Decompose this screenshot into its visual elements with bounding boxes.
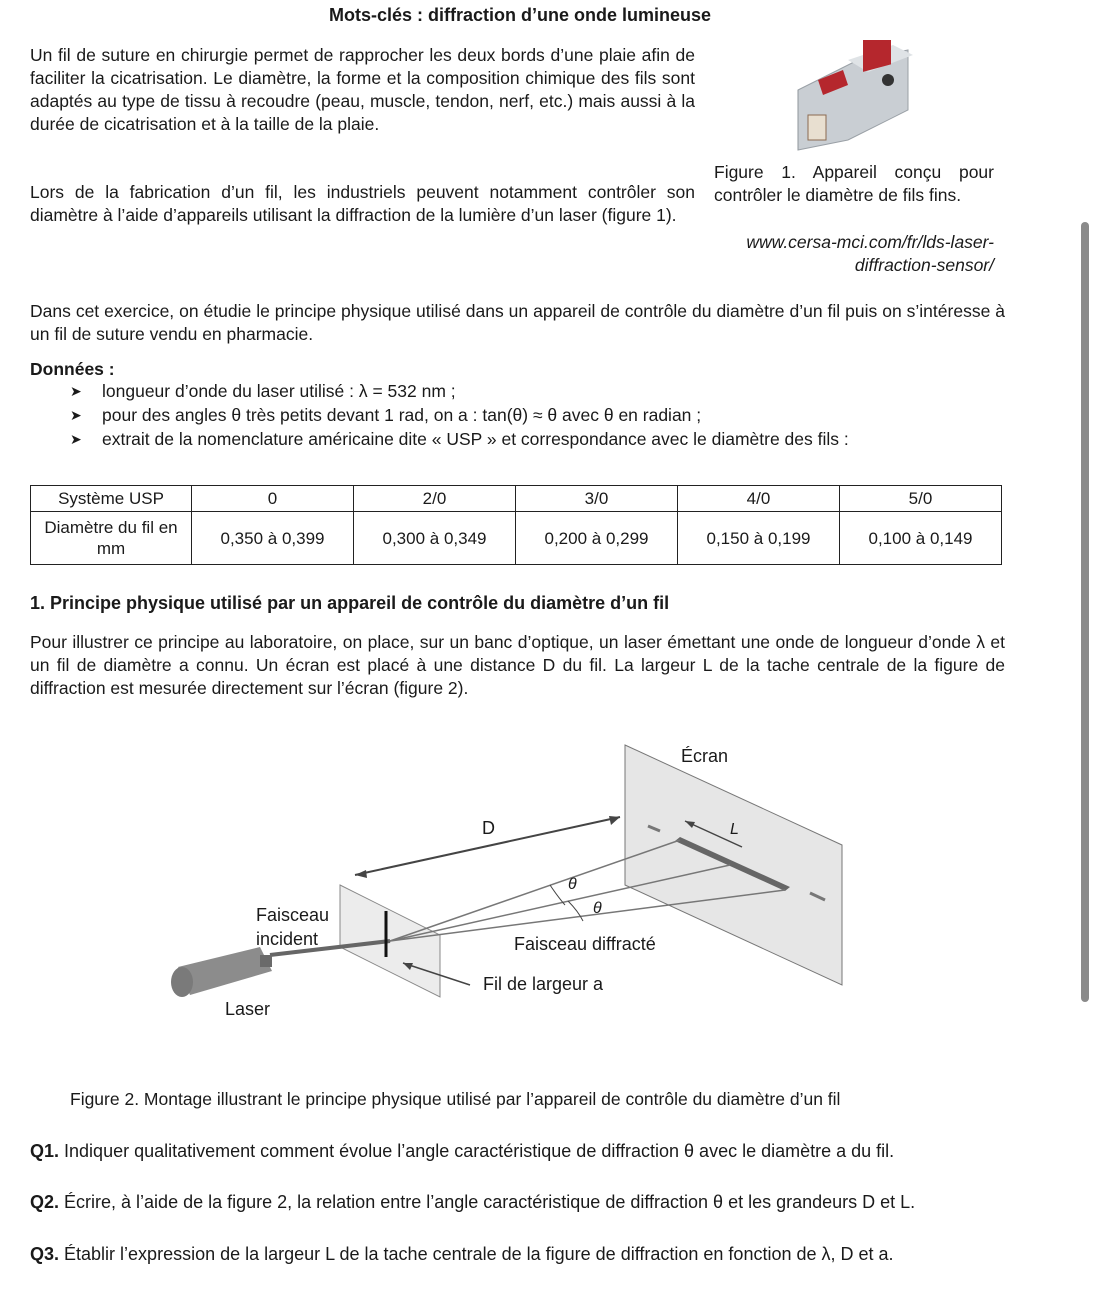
label-ecran: Écran bbox=[681, 746, 729, 766]
label-L: L bbox=[730, 821, 739, 838]
table-cell: 5/0 bbox=[840, 486, 1002, 512]
label-theta-1: θ bbox=[568, 876, 577, 893]
bullet-arrow-icon: ➤ bbox=[70, 431, 82, 447]
bullet-arrow-icon: ➤ bbox=[70, 407, 82, 423]
section1-text: Pour illustrer ce principe au laboratoire, on place, sur un banc d’optique, un laser émettant une onde de longueur d’onde λ et un fil de diamètre a connu. Un écran est placé à une distance D du fil. La largeur L de la tache centrale de la figure de diffraction est mesurée directement sur l’écran (figure 2). bbox=[30, 632, 1005, 698]
figure1-caption: Figure 1. Appareil conçu pour contrôler le diamètre de fils fins. bbox=[714, 162, 994, 205]
table-cell: 0,150 à 0,199 bbox=[678, 512, 840, 565]
label-laser: Laser bbox=[225, 999, 271, 1019]
list-item: ➤ pour des angles θ très petits devant 1 rad, on a : tan(θ) ≈ θ avec θ en radian ; bbox=[70, 405, 702, 425]
list-item: ➤ longueur d’onde du laser utilisé : λ = 532 nm ; bbox=[70, 381, 456, 401]
table-cell: 0,300 à 0,349 bbox=[354, 512, 516, 565]
bullet-arrow-icon: ➤ bbox=[70, 383, 82, 399]
scrollbar[interactable] bbox=[1081, 222, 1089, 1002]
figure2-caption: Figure 2. Montage illustrant le principe physique utilisé par l’appareil de contrôle du diamètre d’un fil bbox=[70, 1089, 841, 1109]
page-title: Mots-clés : diffraction d’une onde lumineuse bbox=[328, 5, 712, 25]
question-1: Q1. Indiquer qualitativement comment évolue l’angle caractéristique de diffraction θ avec le diamètre a du fil. bbox=[30, 1141, 895, 1161]
intro-paragraph-2: Lors de la fabrication d’un fil, les industriels peuvent notamment contrôler son diamètre à l’aide d’appareils utilisant la diffraction de la lumière d’un laser (figure 1). bbox=[30, 182, 695, 225]
label-faisceau-diffracte: Faisceau diffracté bbox=[514, 934, 656, 954]
table-cell: Système USP bbox=[31, 486, 192, 512]
usp-table bbox=[30, 485, 1002, 565]
table-cell: 3/0 bbox=[516, 486, 678, 512]
table-cell: 0,200 à 0,299 bbox=[516, 512, 678, 565]
figure1-url: www.cersa-mci.com/fr/lds-laser-diffraction-sensor/ bbox=[746, 232, 994, 275]
intro-paragraph: Un fil de suture en chirurgie permet de rapprocher les deux bords d’une plaie afin de faciliter la cicatrisation. Le diamètre, la forme et la composition chimique des fils sont adaptés au type de tissu à recoudre (peau, muscle, tendon, nerf, etc.) mais aussi à la durée de cicatrisation et à la taille de la plaie. bbox=[30, 45, 695, 134]
section1-title: 1. Principe physique utilisé par un appareil de contrôle du diamètre d’un fil bbox=[30, 593, 670, 613]
label-D: D bbox=[482, 818, 495, 838]
table-cell: 2/0 bbox=[354, 486, 516, 512]
list-item: ➤ extrait de la nomenclature américaine dite « USP » et correspondance avec le diamètre des fils : bbox=[70, 429, 849, 449]
donnees-list bbox=[70, 380, 1060, 452]
table-row bbox=[31, 486, 1002, 512]
question-2: Q2. Écrire, à l’aide de la figure 2, la relation entre l’angle caractéristique de diffraction θ et les grandeurs D et L. bbox=[30, 1192, 916, 1212]
label-theta-2: θ bbox=[593, 900, 602, 917]
question-3: Q3. Établir l’expression de la largeur L de la tache centrale de la figure de diffraction en fonction de λ, D et a. bbox=[30, 1244, 894, 1264]
table-cell: 4/0 bbox=[678, 486, 840, 512]
label-fil: Fil de largeur a bbox=[483, 974, 604, 994]
donnees-heading: Données : bbox=[30, 359, 115, 379]
table-cell: 0 bbox=[192, 486, 354, 512]
figure1-device-image bbox=[788, 40, 918, 160]
table-cell: Diamètre du fil en mm bbox=[31, 512, 192, 565]
exercise-intro: Dans cet exercice, on étudie le principe physique utilisé dans un appareil de contrôle du diamètre d’un fil puis on s’intéresse à un fil de suture vendu en pharmacie. bbox=[30, 301, 1005, 344]
label-faisceau-incident: Faisceau bbox=[256, 905, 330, 925]
table-cell: 0,350 à 0,399 bbox=[192, 512, 354, 565]
table-cell: 0,100 à 0,149 bbox=[840, 512, 1002, 565]
label-faisceau-incident-2: incident bbox=[256, 929, 319, 949]
table-row bbox=[31, 512, 1002, 565]
